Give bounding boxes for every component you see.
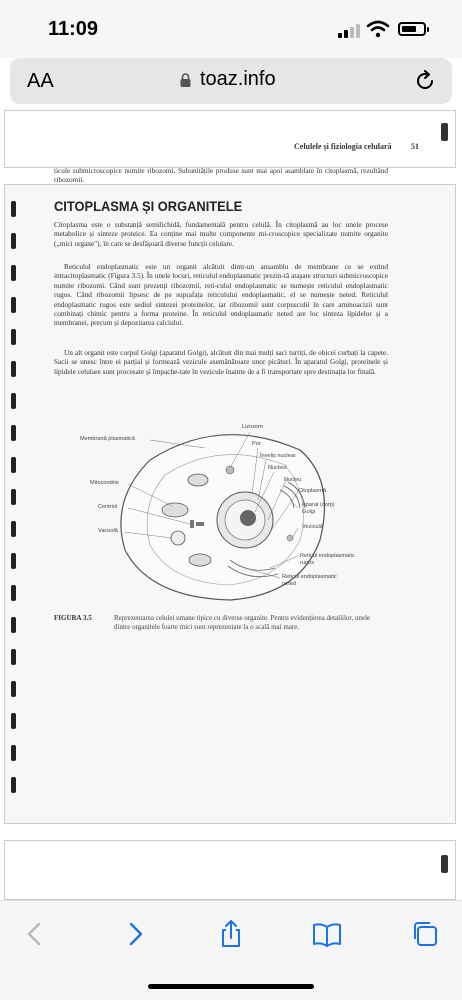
status-bar xyxy=(0,0,462,58)
label-vacuola: Vacuolă xyxy=(98,528,118,534)
figure-caption-title: FIGURA 3.5 xyxy=(54,614,92,622)
label-invelis: Înveliș nuclear xyxy=(260,453,296,459)
figure-caption-text: Reprezentarea celulei umane tipice cu diverse organite. Pentru evidențierea detaliilor, unele dintre organitele foarte mici sunt reprezentate la o scală mai mare. xyxy=(114,614,371,631)
bookmarks-icon[interactable] xyxy=(312,919,342,949)
status-time: 11:09 xyxy=(48,18,99,40)
binding-mark xyxy=(11,681,16,697)
paragraph-golgi: Un alt organit este corpul Golgi (aparatul Golgi), alcătuit din mai mulți saci turtiți, de obicei curbați la capete. Sacii se unesc între ei parțial și formează vezicule asemănătoare unor picături. În aparatul Golgi, proteinele și lipidele celulare sunt procesate și împache-tate în vezicule înainte de a fi transportate spre destinația lor finală. xyxy=(54,348,388,376)
battery-icon xyxy=(398,22,426,36)
label-mitocondrie: Mitocondrie xyxy=(90,480,119,486)
paragraph-citoplasma: Citoplasma este o substanță semilichidă, fundamentală pentru celulă. În citoplasmă au loc unele procese metabolice și sinteze proteice. Ea conține mai multe componente mi-croscopice specializate numite organite („mici organe"), în care se desfășoară diverse funcții celulare. xyxy=(54,220,388,248)
binding-mark xyxy=(11,361,16,377)
cell-diagram xyxy=(80,420,380,610)
binding-mark xyxy=(11,329,16,345)
address-bar[interactable] xyxy=(10,58,452,104)
tabs-icon[interactable] xyxy=(410,919,440,949)
binding-mark xyxy=(11,521,16,537)
binding-mark xyxy=(11,553,16,569)
binding-mark xyxy=(11,201,16,217)
label-ren: Reticul endoplasmatic neted xyxy=(282,574,337,587)
binding-mark xyxy=(11,617,16,633)
wifi-icon xyxy=(366,20,390,38)
label-por: Por xyxy=(252,441,261,447)
intro-paragraph: ticule submicroscopice numite ribozomi. Subunitățile produse sunt mai apoi asamblate în citoplasmă, rezultând ribozomii. xyxy=(54,166,388,185)
binding-mark xyxy=(11,233,16,249)
running-head: Celulele și fiziologia celulară xyxy=(294,142,392,151)
binding-mark xyxy=(441,855,448,873)
label-membrana: Membrană plasmatică xyxy=(80,436,136,442)
binding-mark xyxy=(441,123,448,141)
page-number: 51 xyxy=(411,142,419,151)
next-page xyxy=(4,840,456,900)
binding-mark xyxy=(11,713,16,729)
section-title: CITOPLASMA ȘI ORGANITELE xyxy=(54,198,243,214)
home-indicator xyxy=(148,984,314,989)
label-lizozom: Lizozom xyxy=(242,424,263,430)
binding-mark xyxy=(11,265,16,281)
label-nucleol: Nucleol xyxy=(268,465,287,471)
binding-mark xyxy=(11,585,16,601)
label-vezicula: Veziculă xyxy=(302,524,323,530)
share-icon[interactable] xyxy=(216,919,246,949)
back-icon[interactable] xyxy=(20,919,50,949)
label-nucleu: Nucleu xyxy=(284,477,302,483)
forward-icon[interactable] xyxy=(120,919,150,949)
binding-mark xyxy=(11,297,16,313)
binding-mark xyxy=(11,745,16,761)
label-golgi: Aparat (corp) Golgi xyxy=(302,502,335,515)
binding-mark xyxy=(11,457,16,473)
label-citoplasma: Citoplasmă xyxy=(298,488,326,494)
label-centriol: Centriol xyxy=(98,504,118,510)
binding-mark xyxy=(11,649,16,665)
binding-mark xyxy=(11,425,16,441)
binding-mark xyxy=(11,489,16,505)
cellular-signal-icon xyxy=(338,24,360,38)
binding-mark xyxy=(11,777,16,793)
aa-label: AA xyxy=(27,70,54,92)
previous-page xyxy=(4,110,456,168)
url-text[interactable]: toaz.info xyxy=(200,68,276,90)
reload-icon[interactable] xyxy=(414,70,436,92)
paragraph-reticul: Reticulul endoplasmatic este un organit alcătuit dintr-un ansamblu de membrane ce se extind intracitoplasmatic (Figura 3.5). În unele locuri, reticulul endoplasmatic prezin-tă atașate structuri submicroscopice numite ribozomi. Când sunt prezenți ribozomii, reti-culul endoplasmatic se numește reticulul endoplasmatic rugos. Când ribozomii lipsesc de pe suprafața reticulului endoplasmatic, el se numește neted. Reticulul endoplasmatic rugos este sediul sintezei proteinelor, iar ribozomii sunt corpusculii în care aminoacizii sunt combinați chimic pentru a forma proteine. În reticulul endoplasmatic neted are loc sinteza lipidelor și a membranei, precum și depozitarea calciului. xyxy=(54,262,388,328)
label-rer: Reticul endoplasmatic rugos xyxy=(300,553,355,566)
reader-options-button[interactable] xyxy=(27,70,54,93)
lock-icon xyxy=(180,73,191,87)
binding-mark xyxy=(11,393,16,409)
